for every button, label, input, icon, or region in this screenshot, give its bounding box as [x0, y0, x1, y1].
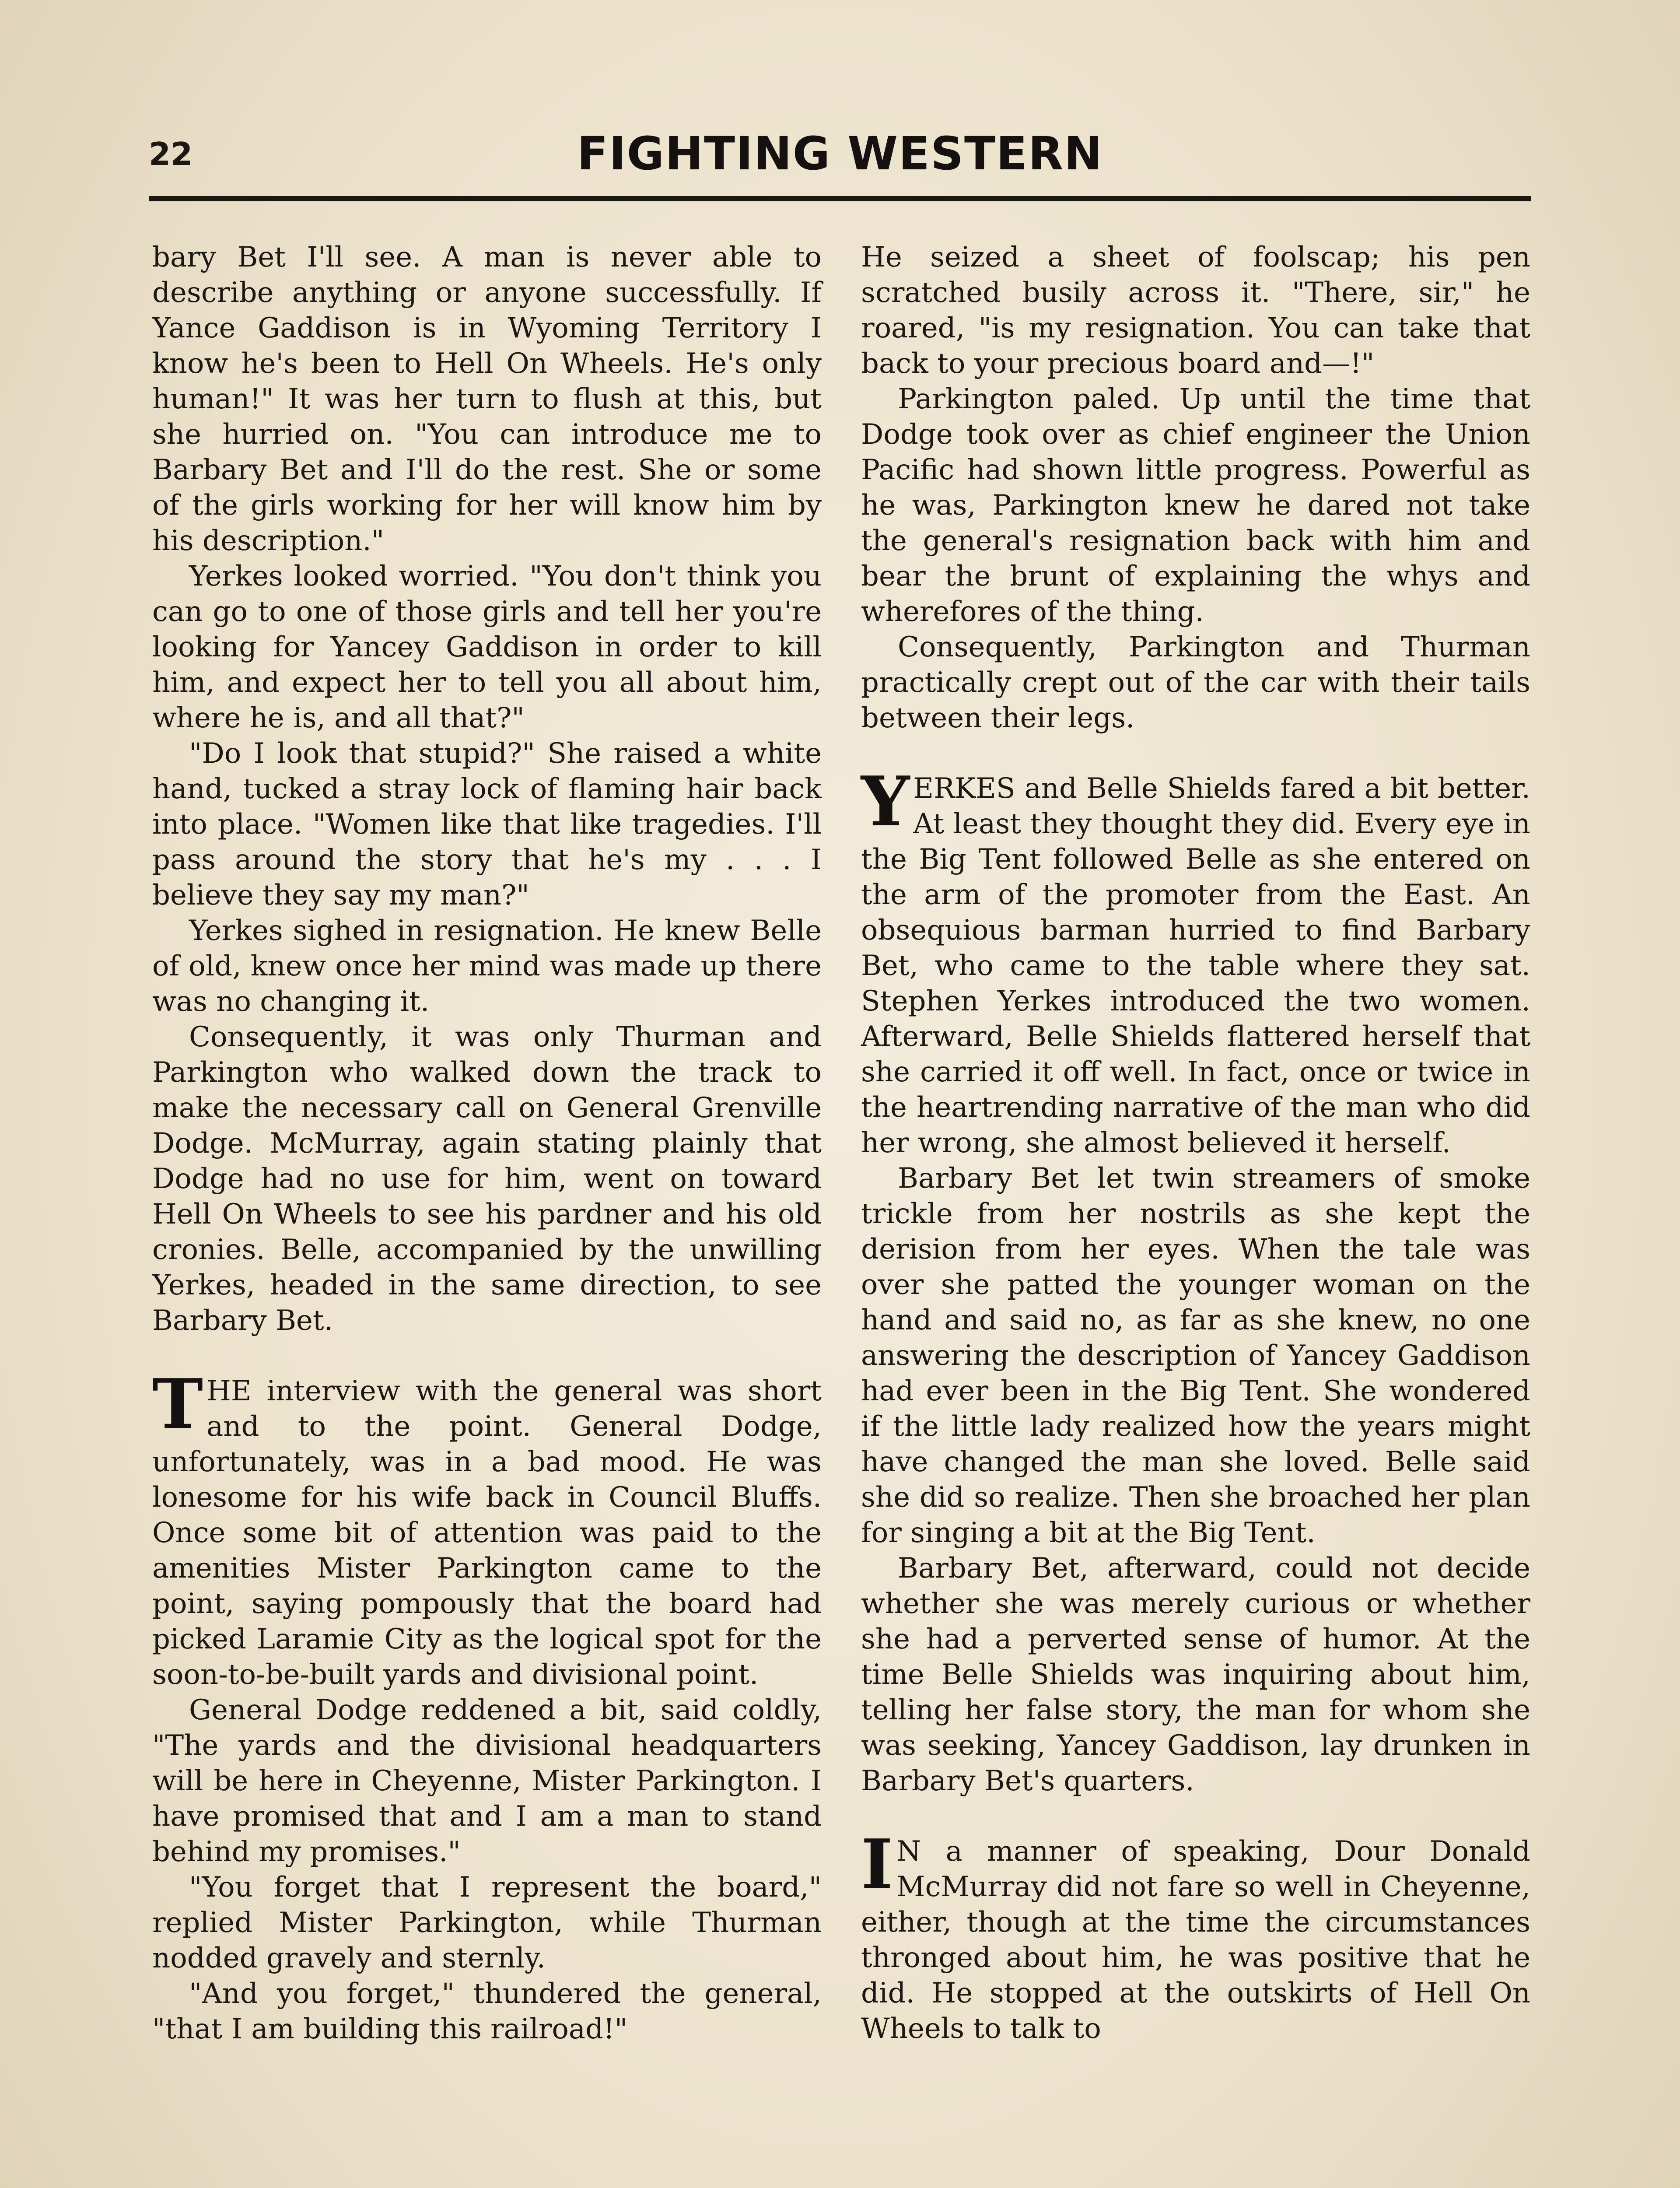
section-paragraph: [861, 761, 1530, 1161]
page-number: 22: [149, 136, 193, 172]
paragraph-text: HE interview with the general was short and to the point. General Dodge, unfortunately, was in a bad mood. He was lonesome for his wife back in Council Bluffs. Once some bit of attention was paid to the amenities Mister Parkington came to the point, saying pompously that the board had picked Laramie City as the logical spot for the soon-to-be-built yards and divisional point.: [152, 1375, 822, 1691]
section-paragraph: [152, 1364, 822, 1693]
left-column: [152, 240, 822, 2188]
paragraph-text: N a manner of speaking, Dour Donald McMurray did not fare so well in Cheyenne, either, though at the time the circumstances thronged about him, he was positive that he did. He stopped at the outskirts of Hell On Wheels to talk to: [861, 1835, 1530, 2045]
right-column: [861, 240, 1530, 2188]
paragraph: General Dodge reddened a bit, said coldly, "The yards and the divisional headquarters will be here in Cheyenne, Mister Parkington. I have promised that and I am a man to stand behind my promises.": [152, 1694, 822, 1868]
drop-cap: I: [861, 1824, 893, 1904]
section-paragraph: [861, 1824, 1530, 2047]
page-header: [149, 127, 1531, 193]
paragraph-text: ERKES and Belle Shields fared a bit better. At least they thought they did. Every eye in the Big Tent followed Belle as she entered on the arm of the promoter from the East. An obsequious barman hurried to find Barbary Bet, who came to the table where they sat. Stephen Yerkes introduced the two women. Afterward, Belle Shields flattered herself that she carried it off well. In fact, once or twice in the heartrending narrative of the man who did her wrong, she almost believed it herself.: [861, 772, 1530, 1159]
paragraph: "And you forget," thundered the general, "that I am building this railroad!": [152, 1978, 822, 2045]
paragraph: Parkington paled. Up until the time that Dodge took over as chief engineer the Union Pacific had shown little progress. Powerful as he was, Parkington knew he dared not take the general's resignation back with him and bear the brunt of explaining the whys and wherefores of the thing.: [861, 383, 1530, 628]
paragraph: bary Bet I'll see. A man is never able to describe anything or anyone successfully. If Yance Gaddison is in Wyoming Territory I know he's been to Hell On Wheels. He's only human!" It was her turn to flush at this, but she hurried on. "You can introduce me to Barbary Bet and I'll do the rest. She or some of the girls working for her will know him by his description.": [152, 241, 822, 557]
paragraph: Barbary Bet let twin streamers of smoke trickle from her nostrils as she kept the derision from her eyes. When the tale was over she patted the younger woman on the hand and said no, as far as she knew, no one answering the description of Yancey Gaddison had ever been in the Big Tent. She wondered if the little lady realized how the years might have changed the man she loved. Belle said she did so realize. Then she broached her plan for singing a bit at the Big Tent.: [861, 1162, 1530, 1549]
paragraph: He seized a sheet of foolscap; his pen scratched busily across it. "There, sir," he roared, "is my resignation. You can take that back to your precious board and—!": [861, 241, 1530, 380]
paragraph: Consequently, Parkington and Thurman practically crept out of the car with their tails between their legs.: [861, 631, 1530, 734]
drop-cap: Y: [861, 761, 910, 842]
paragraph: Yerkes looked worried. "You don't think you can go to one of those girls and tell her you're looking for Yancey Gaddison in order to kill him, and expect her to tell you all about him, where he is, and all that?": [152, 560, 822, 734]
drop-cap: T: [152, 1364, 203, 1444]
header-divider: [149, 196, 1531, 201]
paragraph: Yerkes sighed in resignation. He knew Belle of old, knew once her mind was made up there was no changing it.: [152, 915, 822, 1018]
paragraph: Consequently, it was only Thurman and Parkington who walked down the track to make the necessary call on General Grenville Dodge. McMurray, again stating plainly that Dodge had no use for him, went on toward Hell On Wheels to see his pardner and his old cronies. Belle, accompanied by the unwilling Yerkes, headed in the same direction, to see Barbary Bet.: [152, 1021, 822, 1337]
magazine-title: FIGHTING WESTERN: [577, 127, 1103, 180]
paragraph: "Do I look that stupid?" She raised a white hand, tucked a stray lock of flaming hair back into place. "Women like that like tragedies. I'll pass around the story that he's my . . . I believe they say my man?": [152, 737, 822, 912]
paragraph: "You forget that I represent the board," replied Mister Parkington, while Thurman nodded gravely and sternly.: [152, 1871, 822, 1974]
paragraph: Barbary Bet, afterward, could not decide whether she was merely curious or whether she had a perverted sense of humor. At the time Belle Shields was inquiring about him, telling her false story, the man for whom she was seeking, Yancey Gaddison, lay drunken in Barbary Bet's quarters.: [861, 1552, 1530, 1797]
